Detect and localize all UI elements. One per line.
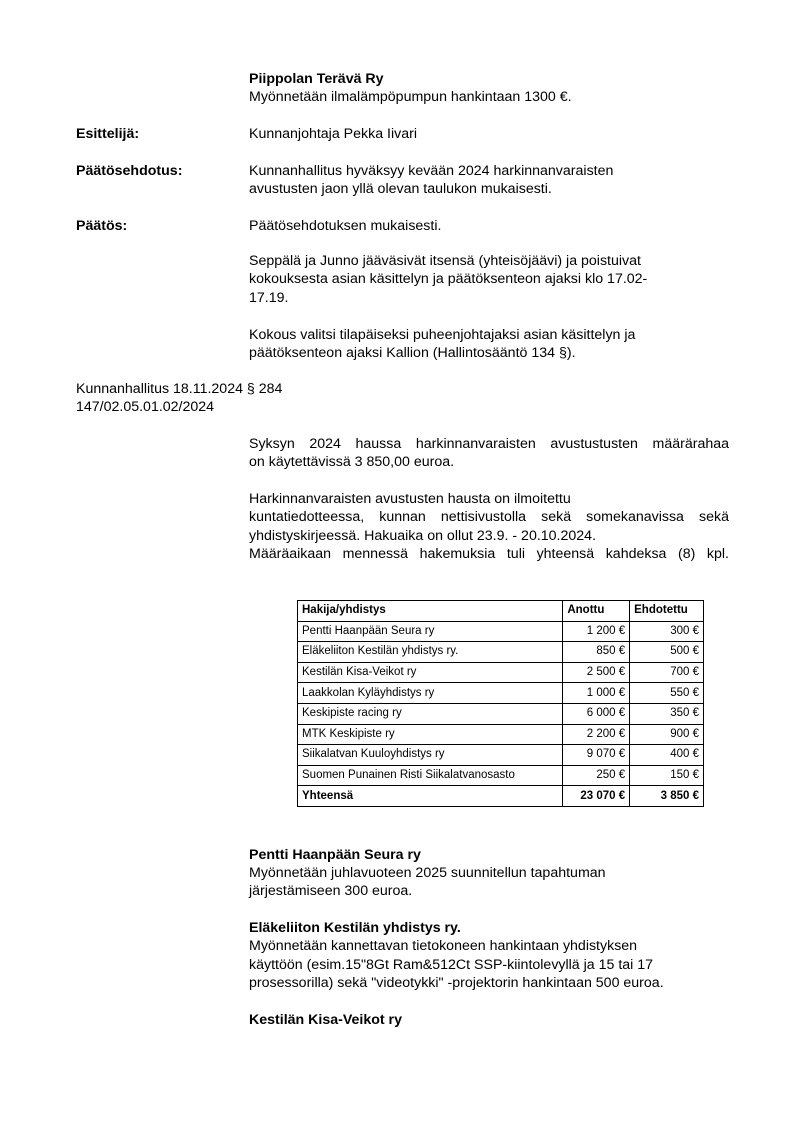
grants-table: [297, 600, 704, 807]
cell-ehdotettu: 500 €: [630, 642, 704, 663]
total-anottu: 23 070 €: [563, 786, 630, 807]
table-header-row: [298, 601, 704, 622]
paatos-p2-line-1: Kokous valitsi tilapäiseksi puheenjohtajaksi asian käsittelyn ja: [249, 327, 636, 343]
cell-ehdotettu: 400 €: [630, 745, 704, 766]
table-row: [298, 683, 704, 704]
paatos-p2-line-2: päätöksenteon ajaksi Kallion (Hallintosääntö 134 §).: [249, 345, 576, 361]
section-text-piippola: Myönnetään ilmalämpöpumpun hankintaan 1300 €.: [249, 89, 572, 105]
meeting-reference: Kunnanhallitus 18.11.2024 § 284: [76, 381, 283, 397]
paatos-p1-line-3: 17.19.: [249, 290, 289, 306]
section-heading-piippola: Piippolan Terävä Ry: [249, 71, 384, 87]
pentti-line-1: Myönnetään juhlavuoteen 2025 suunnitellun tapahtuman: [249, 865, 606, 881]
cell-anottu: 9 070 €: [563, 745, 630, 766]
cell-ehdotettu: 550 €: [630, 683, 704, 704]
table-row: [298, 745, 704, 766]
intro-p2-line-4: Määräaikaan mennessä hakemuksia tuli yhteensä kahdeksa (8) kpl.: [249, 546, 729, 562]
cell-anottu: 6 000 €: [563, 703, 630, 724]
cell-hakija: Eläkeliiton Kestilän yhdistys ry.: [298, 642, 563, 663]
cell-anottu: 1 000 €: [563, 683, 630, 704]
cell-ehdotettu: 300 €: [630, 621, 704, 642]
cell-ehdotettu: 350 €: [630, 703, 704, 724]
label-paatosehdotus: Päätösehdotus:: [76, 163, 183, 179]
table-row: [298, 765, 704, 786]
intro-p2-line-2: kuntatiedotteessa, kunnan nettisivustolla sekä somekanavissa sekä: [249, 509, 729, 525]
table-row: [298, 703, 704, 724]
intro-p2-line-3: yhdistyskirjeessä. Hakuaika on ollut 23.9. - 20.10.2024.: [249, 528, 597, 544]
paatos-line: Päätösehdotuksen mukaisesti.: [249, 218, 442, 234]
cell-hakija: Laakkolan Kyläyhdistys ry: [298, 683, 563, 704]
pentti-line-2: järjestämiseen 300 euroa.: [249, 883, 413, 899]
cell-anottu: 1 200 €: [563, 621, 630, 642]
table-total-row: [298, 786, 704, 807]
paatosehdotus-line-2: avustusten jaon yllä olevan taulukon mukaisesti.: [249, 181, 552, 197]
value-esittelija: Kunnanjohtaja Pekka Iivari: [249, 126, 417, 142]
cell-hakija: Kestilän Kisa-Veikot ry: [298, 662, 563, 683]
section-heading-pentti: Pentti Haanpään Seura ry: [249, 847, 421, 863]
paatos-p1-line-2: kokouksesta asian käsittelyn ja päätöksenteon ajaksi klo 17.02-: [249, 271, 648, 287]
header-hakija: Hakija/yhdistys: [298, 601, 563, 622]
diary-number: 147/02.05.01.02/2024: [76, 399, 215, 415]
table-row: [298, 662, 704, 683]
table-row: [298, 621, 704, 642]
label-esittelija: Esittelijä:: [76, 126, 140, 142]
header-ehdotettu: Ehdotettu: [630, 601, 704, 622]
cell-hakija: Keskipiste racing ry: [298, 703, 563, 724]
cell-anottu: 250 €: [563, 765, 630, 786]
intro-p1-line-2: on käytettävissä 3 850,00 euroa.: [249, 454, 455, 470]
table-row: [298, 642, 704, 663]
cell-ehdotettu: 700 €: [630, 662, 704, 683]
intro-p1-line-1: Syksyn 2024 haussa harkinnanvaraisten avustustusten määrärahaa: [249, 436, 729, 452]
table-row: [298, 724, 704, 745]
section-heading-kisaveikot: Kestilän Kisa-Veikot ry: [249, 1012, 402, 1028]
cell-ehdotettu: 150 €: [630, 765, 704, 786]
paatosehdotus-line-1: Kunnanhallitus hyväksyy kevään 2024 harkinnanvaraisten: [249, 163, 614, 179]
paatos-p1-line-1: Seppälä ja Junno jääväsivät itsensä (yhteisöjäävi) ja poistuivat: [249, 253, 641, 269]
label-paatos: Päätös:: [76, 218, 128, 234]
header-anottu: Anottu: [563, 601, 630, 622]
cell-anottu: 2 500 €: [563, 662, 630, 683]
cell-hakija: MTK Keskipiste ry: [298, 724, 563, 745]
intro-p2-line-1: Harkinnanvaraisten avustusten hausta on ilmoitettu: [249, 491, 571, 507]
elakeliitto-line-2: käyttöön (esim.15"8Gt Ram&512Ct SSP-kiintolevyllä ja 15 tai 17: [249, 957, 654, 973]
cell-anottu: 2 200 €: [563, 724, 630, 745]
section-heading-elakeliitto: Eläkeliiton Kestilän yhdistys ry.: [249, 920, 461, 936]
cell-hakija: Siikalatvan Kuuloyhdistys ry: [298, 745, 563, 766]
cell-hakija: Pentti Haanpään Seura ry: [298, 621, 563, 642]
total-label: Yhteensä: [298, 786, 563, 807]
elakeliitto-line-1: Myönnetään kannettavan tietokoneen hankintaan yhdistyksen: [249, 938, 638, 954]
elakeliitto-line-3: prosessorilla) sekä "videotykki" -projektorin hankintaan 500 euroa.: [249, 975, 664, 991]
cell-ehdotettu: 900 €: [630, 724, 704, 745]
cell-anottu: 850 €: [563, 642, 630, 663]
cell-hakija: Suomen Punainen Risti Siikalatvanosasto: [298, 765, 563, 786]
total-ehdotettu: 3 850 €: [630, 786, 704, 807]
